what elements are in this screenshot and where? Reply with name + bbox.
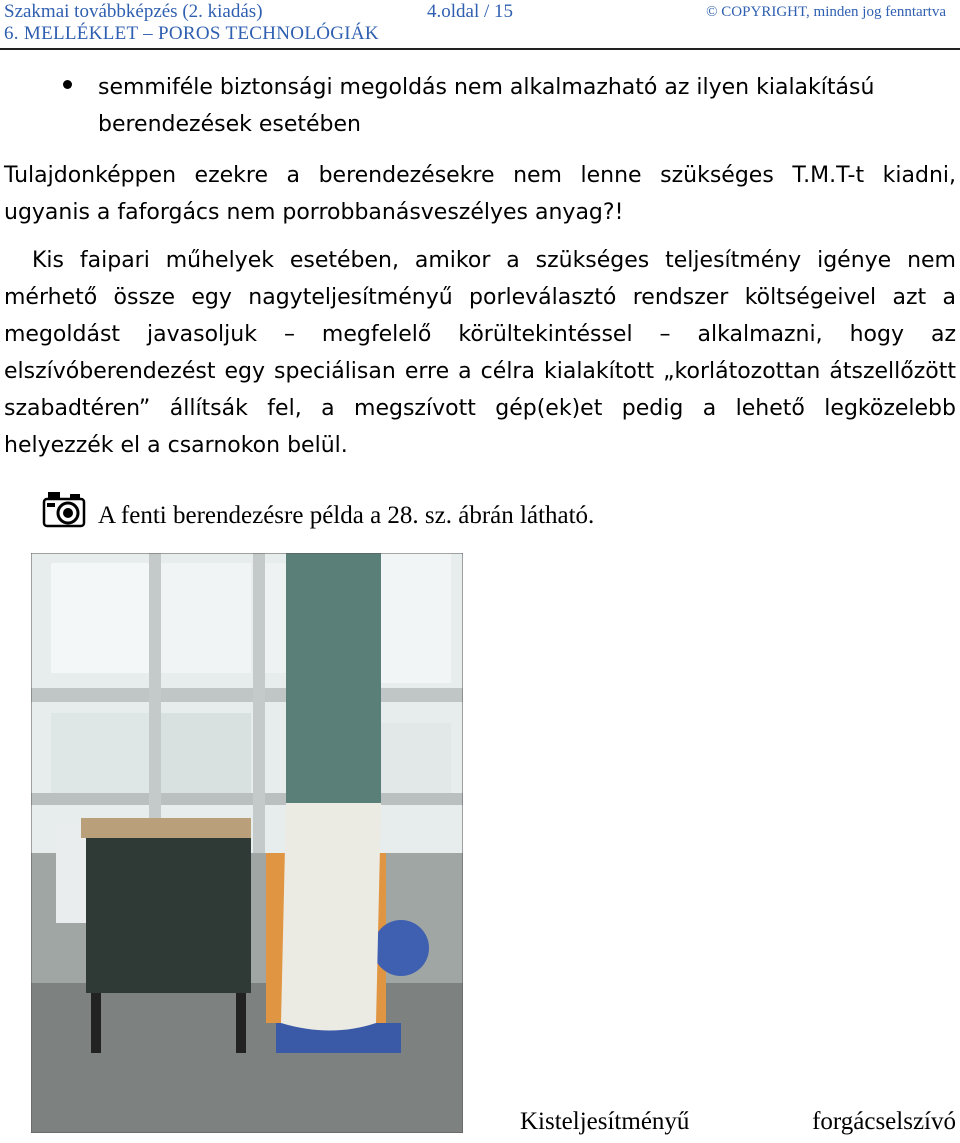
paragraph-1: Tulajdonképpen ezekre a berendezésekre nem lenne szükséges T.M.T-t kiadni, ugyanis a faforgács nem porrobbanásveszélyes anyag?! xyxy=(4,163,956,225)
caption-word-1: Kisteljesítményű xyxy=(520,1108,690,1135)
header-title: Szakmai továbbképzés (2. kiadás) xyxy=(4,1,263,22)
bullet-item: semmiféle biztonsági megoldás nem alkalmazható az ilyen kialakítású berendezések esetében xyxy=(98,75,875,137)
camera-icon xyxy=(42,489,88,529)
bullet-icon xyxy=(63,80,72,89)
dust-extractor-photo xyxy=(31,553,463,1133)
page-header xyxy=(0,0,960,22)
copyright-notice: © COPYRIGHT, minden jog fenntartva xyxy=(706,4,946,20)
page-number: 4.oldal / 15 xyxy=(427,1,514,22)
header-divider xyxy=(0,48,960,50)
caption-word-2: forgácselszívó xyxy=(812,1108,956,1135)
section-title: 6. MELLÉKLET – POROS TECHNOLÓGIÁK xyxy=(4,23,379,44)
figure-caption xyxy=(520,1108,956,1136)
paragraph-2: Kis faipari műhelyek esetében, amikor a szükséges teljesítmény igénye nem mérhető össze egy nagyteljesítményű porleválasztó rendszer költségeivel azt a megoldást javasoljuk – megfelelő körültekintéssel – alkalmazni, hogy az elszívóberendezést egy speciálisan erre a célra kialakított „korlátozottan átszellőzött szabadtéren” állítsák fel, a megszívott gép(ek)et pedig a lehető legközelebb helyezzék el a csarnokon belül. xyxy=(4,248,956,458)
figure-note: A fenti berendezésre példa a 28. sz. ábrán látható. xyxy=(98,502,595,529)
